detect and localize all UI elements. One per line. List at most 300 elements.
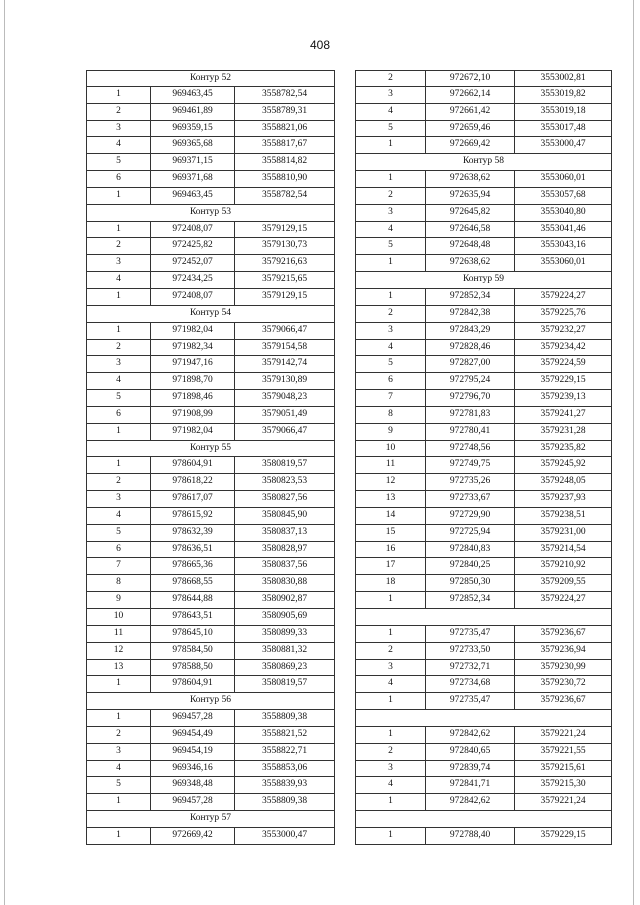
point-number: 1 xyxy=(356,693,426,709)
point-number: 5 xyxy=(356,121,426,137)
point-row xyxy=(355,356,612,373)
point-number: 3 xyxy=(356,660,426,676)
x-coordinate: 972842,38 xyxy=(426,306,515,322)
point-number: 13 xyxy=(87,660,151,676)
point-row xyxy=(355,761,612,778)
y-coordinate: 3558789,31 xyxy=(261,105,308,116)
y-coordinate: 3579245,92 xyxy=(540,459,586,470)
contour-header-row xyxy=(86,306,335,323)
y-coordinate: 3553060,01 xyxy=(540,257,586,268)
point-number: 17 xyxy=(356,558,426,574)
point-number: 5 xyxy=(87,525,151,541)
point-number: 1 xyxy=(87,87,151,103)
point-number: 8 xyxy=(87,575,151,591)
coordinates-table-right xyxy=(355,70,612,845)
x-coordinate: 972843,29 xyxy=(426,323,515,339)
y-coordinate: 3558809,38 xyxy=(261,712,308,723)
x-coordinate: 972842,62 xyxy=(426,794,515,810)
x-coordinate: 972735,26 xyxy=(426,474,515,490)
point-number: 1 xyxy=(356,794,426,810)
x-coordinate: 972840,83 xyxy=(426,542,515,558)
point-row xyxy=(86,154,335,171)
x-coordinate: 972788,40 xyxy=(426,828,515,844)
point-number: 18 xyxy=(356,575,426,591)
y-coordinate: 3579224,59 xyxy=(540,358,586,369)
point-number: 7 xyxy=(87,558,151,574)
y-coordinate: 3579224,27 xyxy=(540,290,586,301)
x-coordinate: 972669,42 xyxy=(151,828,235,844)
point-number: 2 xyxy=(356,306,426,322)
point-row xyxy=(86,255,335,272)
point-row xyxy=(86,289,335,306)
y-coordinate: 3553000,47 xyxy=(540,139,586,150)
point-row xyxy=(86,424,335,441)
y-coordinate: 3553019,82 xyxy=(540,88,586,99)
point-row xyxy=(86,373,335,390)
point-number: 3 xyxy=(356,323,426,339)
y-coordinate: 3579210,92 xyxy=(540,560,586,571)
y-coordinate: 3558821,06 xyxy=(261,122,308,133)
point-row xyxy=(86,828,335,845)
y-coordinate: 3580902,87 xyxy=(261,594,308,605)
point-number: 7 xyxy=(356,390,426,406)
point-row xyxy=(355,575,612,592)
left-margin-line xyxy=(4,0,5,905)
point-row xyxy=(355,323,612,340)
point-row xyxy=(86,340,335,357)
y-coordinate: 3580905,69 xyxy=(261,611,308,621)
point-number: 1 xyxy=(356,626,426,642)
point-row xyxy=(355,542,612,559)
point-number: 4 xyxy=(356,340,426,356)
page-number: 408 xyxy=(309,38,331,52)
x-coordinate: 969346,16 xyxy=(151,761,235,777)
x-coordinate: 969461,89 xyxy=(151,104,235,120)
y-coordinate: 3579051,49 xyxy=(261,408,308,419)
point-number: 2 xyxy=(87,727,151,743)
point-number: 3 xyxy=(87,121,151,137)
y-coordinate: 3553040,80 xyxy=(540,206,586,217)
point-number: 6 xyxy=(356,373,426,389)
point-row xyxy=(86,609,335,626)
y-coordinate: 3553002,81 xyxy=(540,73,586,83)
point-row xyxy=(355,525,612,542)
x-coordinate: 969463,45 xyxy=(151,188,235,204)
point-row xyxy=(355,643,612,660)
point-row xyxy=(355,121,612,138)
blank-cell xyxy=(356,811,611,827)
y-coordinate: 3579234,42 xyxy=(540,341,586,352)
point-number: 3 xyxy=(356,205,426,221)
y-coordinate: 3579142,74 xyxy=(261,358,308,369)
y-coordinate: 3579130,89 xyxy=(261,375,308,386)
x-coordinate: 978668,55 xyxy=(151,575,235,591)
contour-header-row xyxy=(86,693,335,710)
x-coordinate: 972735,47 xyxy=(426,626,515,642)
point-number: 4 xyxy=(87,761,151,777)
y-coordinate: 3579221,24 xyxy=(540,728,586,739)
point-row xyxy=(355,592,612,609)
x-coordinate: 969371,15 xyxy=(151,154,235,170)
x-coordinate: 972648,48 xyxy=(426,238,515,254)
y-coordinate: 3580828,97 xyxy=(261,543,308,554)
y-coordinate: 3558782,54 xyxy=(261,88,308,99)
point-row xyxy=(355,222,612,239)
point-number: 2 xyxy=(87,474,151,490)
point-number: 1 xyxy=(87,188,151,204)
point-row xyxy=(86,390,335,407)
x-coordinate: 972781,83 xyxy=(426,407,515,423)
point-number: 3 xyxy=(87,491,151,507)
point-number: 4 xyxy=(356,104,426,120)
blank-row xyxy=(355,609,612,626)
y-coordinate: 3579209,55 xyxy=(540,577,586,588)
y-coordinate: 3579237,93 xyxy=(540,493,586,504)
y-coordinate: 3580819,57 xyxy=(261,678,308,689)
x-coordinate: 972852,34 xyxy=(426,289,515,305)
y-coordinate: 3580837,13 xyxy=(261,526,308,537)
y-coordinate: 3579154,58 xyxy=(261,341,308,352)
point-number: 1 xyxy=(87,424,151,440)
x-coordinate: 972827,00 xyxy=(426,356,515,372)
x-coordinate: 969454,19 xyxy=(151,744,235,760)
point-row xyxy=(86,542,335,559)
y-coordinate: 3580869,23 xyxy=(261,661,308,672)
x-coordinate: 972434,25 xyxy=(151,272,235,288)
point-row xyxy=(355,626,612,643)
x-coordinate: 969457,28 xyxy=(151,794,235,810)
point-row xyxy=(86,592,335,609)
y-coordinate: 3579215,30 xyxy=(540,779,586,790)
point-row xyxy=(355,238,612,255)
y-coordinate: 3553017,48 xyxy=(540,122,586,133)
point-row xyxy=(86,238,335,255)
point-number: 5 xyxy=(356,238,426,254)
point-row xyxy=(86,121,335,138)
point-row xyxy=(355,794,612,811)
y-coordinate: 3580827,56 xyxy=(261,493,308,504)
contour-header-row xyxy=(355,154,612,171)
point-number: 6 xyxy=(87,542,151,558)
y-coordinate: 3579229,15 xyxy=(540,375,586,386)
point-row xyxy=(355,407,612,424)
point-row xyxy=(355,457,612,474)
point-number: 1 xyxy=(356,592,426,608)
x-coordinate: 972734,68 xyxy=(426,676,515,692)
x-coordinate: 972828,46 xyxy=(426,340,515,356)
point-row xyxy=(355,727,612,744)
x-coordinate: 978636,51 xyxy=(151,542,235,558)
x-coordinate: 972661,42 xyxy=(426,104,515,120)
y-coordinate: 3579066,47 xyxy=(261,425,308,436)
point-row xyxy=(86,222,335,239)
point-row xyxy=(86,104,335,121)
point-number: 4 xyxy=(87,508,151,524)
point-number: 11 xyxy=(356,457,426,473)
contour-header-row xyxy=(86,70,335,87)
point-row xyxy=(355,289,612,306)
point-number: 3 xyxy=(87,356,151,372)
y-coordinate: 3579215,65 xyxy=(261,274,308,285)
point-number: 1 xyxy=(87,289,151,305)
point-row xyxy=(355,373,612,390)
point-number: 5 xyxy=(87,154,151,170)
right-margin-line xyxy=(633,0,634,905)
blank-row xyxy=(355,811,612,828)
point-row xyxy=(355,744,612,761)
point-row xyxy=(355,491,612,508)
y-coordinate: 3579130,73 xyxy=(261,240,308,251)
x-coordinate: 972646,58 xyxy=(426,222,515,238)
x-coordinate: 972796,70 xyxy=(426,390,515,406)
y-coordinate: 3579129,15 xyxy=(261,223,308,234)
x-coordinate: 971982,04 xyxy=(151,323,235,339)
x-coordinate: 972729,90 xyxy=(426,508,515,524)
x-coordinate: 972795,24 xyxy=(426,373,515,389)
point-row xyxy=(355,424,612,441)
contour-title: Контур 52 xyxy=(189,73,232,83)
y-coordinate: 3558822,71 xyxy=(261,745,308,756)
x-coordinate: 971982,34 xyxy=(151,340,235,356)
x-coordinate: 972852,34 xyxy=(426,592,515,608)
blank-row xyxy=(355,710,612,727)
y-coordinate: 3579215,61 xyxy=(540,762,586,773)
y-coordinate: 3579221,55 xyxy=(540,745,586,756)
contour-title: Контур 59 xyxy=(462,274,505,285)
point-number: 2 xyxy=(356,744,426,760)
x-coordinate: 972662,14 xyxy=(426,87,515,103)
x-coordinate: 978617,07 xyxy=(151,491,235,507)
point-number: 1 xyxy=(356,137,426,153)
x-coordinate: 971898,70 xyxy=(151,373,235,389)
point-number: 9 xyxy=(87,592,151,608)
y-coordinate: 3579241,27 xyxy=(540,408,586,419)
y-coordinate: 3579239,13 xyxy=(540,392,586,403)
point-number: 1 xyxy=(87,222,151,238)
point-number: 2 xyxy=(356,188,426,204)
point-row xyxy=(355,676,612,693)
point-number: 1 xyxy=(356,289,426,305)
x-coordinate: 969359,15 xyxy=(151,121,235,137)
point-number: 11 xyxy=(87,626,151,642)
point-number: 5 xyxy=(356,356,426,372)
x-coordinate: 972733,50 xyxy=(426,643,515,659)
point-number: 2 xyxy=(356,71,426,86)
x-coordinate: 978615,92 xyxy=(151,508,235,524)
contour-title: Контур 56 xyxy=(189,695,232,706)
y-coordinate: 3580845,90 xyxy=(261,509,308,520)
point-row xyxy=(86,676,335,693)
point-row xyxy=(355,104,612,121)
point-row xyxy=(86,761,335,778)
x-coordinate: 972850,30 xyxy=(426,575,515,591)
x-coordinate: 978604,91 xyxy=(151,457,235,473)
point-row xyxy=(355,390,612,407)
point-number: 1 xyxy=(87,676,151,692)
point-number: 15 xyxy=(356,525,426,541)
y-coordinate: 3579236,94 xyxy=(540,644,586,655)
x-coordinate: 971982,04 xyxy=(151,424,235,440)
point-number: 6 xyxy=(87,171,151,187)
contour-title: Контур 55 xyxy=(189,442,232,453)
y-coordinate: 3579238,51 xyxy=(540,509,586,520)
y-coordinate: 3579232,27 xyxy=(540,324,586,335)
point-row xyxy=(86,660,335,677)
point-row xyxy=(355,340,612,357)
x-coordinate: 972733,67 xyxy=(426,491,515,507)
y-coordinate: 3579231,28 xyxy=(540,425,586,436)
x-coordinate: 972732,71 xyxy=(426,660,515,676)
point-number: 1 xyxy=(356,727,426,743)
y-coordinate: 3558821,52 xyxy=(261,728,308,739)
point-row xyxy=(355,171,612,188)
x-coordinate: 972659,46 xyxy=(426,121,515,137)
x-coordinate: 972748,56 xyxy=(426,441,515,457)
point-row xyxy=(86,626,335,643)
y-coordinate: 3558810,90 xyxy=(261,173,308,184)
contour-header-row xyxy=(86,205,335,222)
point-row xyxy=(86,710,335,727)
point-row xyxy=(86,508,335,525)
point-row xyxy=(86,356,335,373)
point-row xyxy=(86,727,335,744)
x-coordinate: 972408,07 xyxy=(151,222,235,238)
coordinates-table-left xyxy=(86,70,335,845)
point-row xyxy=(355,693,612,710)
point-number: 1 xyxy=(87,828,151,844)
y-coordinate: 3558814,82 xyxy=(261,156,308,167)
x-coordinate: 972840,65 xyxy=(426,744,515,760)
point-row xyxy=(355,828,612,845)
point-row xyxy=(86,87,335,104)
x-coordinate: 969365,68 xyxy=(151,137,235,153)
x-coordinate: 972452,07 xyxy=(151,255,235,271)
point-number: 3 xyxy=(356,87,426,103)
x-coordinate: 978665,36 xyxy=(151,558,235,574)
point-row xyxy=(86,558,335,575)
point-row xyxy=(86,407,335,424)
point-number: 4 xyxy=(356,676,426,692)
x-coordinate: 972725,94 xyxy=(426,525,515,541)
point-row xyxy=(86,575,335,592)
x-coordinate: 972842,62 xyxy=(426,727,515,743)
point-row xyxy=(86,188,335,205)
y-coordinate: 3580830,88 xyxy=(261,577,308,588)
point-number: 13 xyxy=(356,491,426,507)
point-number: 1 xyxy=(87,794,151,810)
point-number: 4 xyxy=(356,777,426,793)
point-row xyxy=(355,474,612,491)
y-coordinate: 3579248,05 xyxy=(540,476,586,487)
x-coordinate: 978604,91 xyxy=(151,676,235,692)
y-coordinate: 3579236,67 xyxy=(540,627,586,638)
x-coordinate: 978632,39 xyxy=(151,525,235,541)
x-coordinate: 978644,88 xyxy=(151,592,235,608)
point-number: 10 xyxy=(356,441,426,457)
y-coordinate: 3580823,53 xyxy=(261,476,308,487)
y-coordinate: 3579230,99 xyxy=(540,661,586,672)
contour-title: Контур 54 xyxy=(189,307,232,318)
point-row xyxy=(355,205,612,222)
point-row xyxy=(355,87,612,104)
point-row xyxy=(355,558,612,575)
point-number: 1 xyxy=(356,828,426,844)
y-coordinate: 3558817,67 xyxy=(261,139,308,150)
contour-header-row xyxy=(86,811,335,828)
point-row xyxy=(355,306,612,323)
x-coordinate: 972780,41 xyxy=(426,424,515,440)
x-coordinate: 969348,48 xyxy=(151,777,235,793)
y-coordinate: 3579235,82 xyxy=(540,442,586,453)
x-coordinate: 969457,28 xyxy=(151,710,235,726)
x-coordinate: 972425,82 xyxy=(151,238,235,254)
point-row xyxy=(355,777,612,794)
contour-title: Контур 57 xyxy=(189,813,232,824)
x-coordinate: 969454,49 xyxy=(151,727,235,743)
y-coordinate: 3553043,16 xyxy=(540,240,586,251)
x-coordinate: 972839,74 xyxy=(426,761,515,777)
y-coordinate: 3558853,06 xyxy=(261,762,308,773)
y-coordinate: 3580899,33 xyxy=(261,627,308,638)
point-number: 4 xyxy=(356,222,426,238)
x-coordinate: 972840,25 xyxy=(426,558,515,574)
y-coordinate: 3579216,63 xyxy=(261,257,308,268)
point-number: 1 xyxy=(356,255,426,271)
y-coordinate: 3558809,38 xyxy=(261,796,308,807)
point-number: 1 xyxy=(87,457,151,473)
x-coordinate: 971898,46 xyxy=(151,390,235,406)
y-coordinate: 3553000,47 xyxy=(261,829,308,840)
x-coordinate: 978588,50 xyxy=(151,660,235,676)
point-row xyxy=(86,744,335,761)
point-number: 4 xyxy=(87,137,151,153)
point-number: 2 xyxy=(87,104,151,120)
x-coordinate: 969463,45 xyxy=(151,87,235,103)
point-number: 1 xyxy=(87,710,151,726)
y-coordinate: 3553060,01 xyxy=(540,173,586,184)
y-coordinate: 3580837,56 xyxy=(261,560,308,571)
point-row xyxy=(86,794,335,811)
y-coordinate: 3579224,27 xyxy=(540,594,586,605)
y-coordinate: 3553019,18 xyxy=(540,105,586,116)
point-number: 8 xyxy=(356,407,426,423)
point-row xyxy=(86,777,335,794)
point-number: 12 xyxy=(356,474,426,490)
point-number: 10 xyxy=(87,609,151,625)
point-number: 3 xyxy=(87,744,151,760)
x-coordinate: 972669,42 xyxy=(426,137,515,153)
point-row xyxy=(86,474,335,491)
point-number: 6 xyxy=(87,407,151,423)
x-coordinate: 972735,47 xyxy=(426,693,515,709)
y-coordinate: 3579066,47 xyxy=(261,324,308,335)
point-row xyxy=(86,323,335,340)
y-coordinate: 3579231,00 xyxy=(540,526,586,537)
y-coordinate: 3579214,54 xyxy=(540,543,586,554)
point-row xyxy=(355,508,612,525)
y-coordinate: 3558782,54 xyxy=(261,189,308,200)
contour-title: Контур 53 xyxy=(189,206,232,217)
point-number: 1 xyxy=(87,323,151,339)
x-coordinate: 971908,99 xyxy=(151,407,235,423)
y-coordinate: 3579229,15 xyxy=(540,829,586,840)
x-coordinate: 972635,94 xyxy=(426,188,515,204)
point-row xyxy=(355,441,612,458)
point-number: 1 xyxy=(356,171,426,187)
y-coordinate: 3553057,68 xyxy=(540,189,586,200)
x-coordinate: 972638,62 xyxy=(426,255,515,271)
point-row xyxy=(355,660,612,677)
